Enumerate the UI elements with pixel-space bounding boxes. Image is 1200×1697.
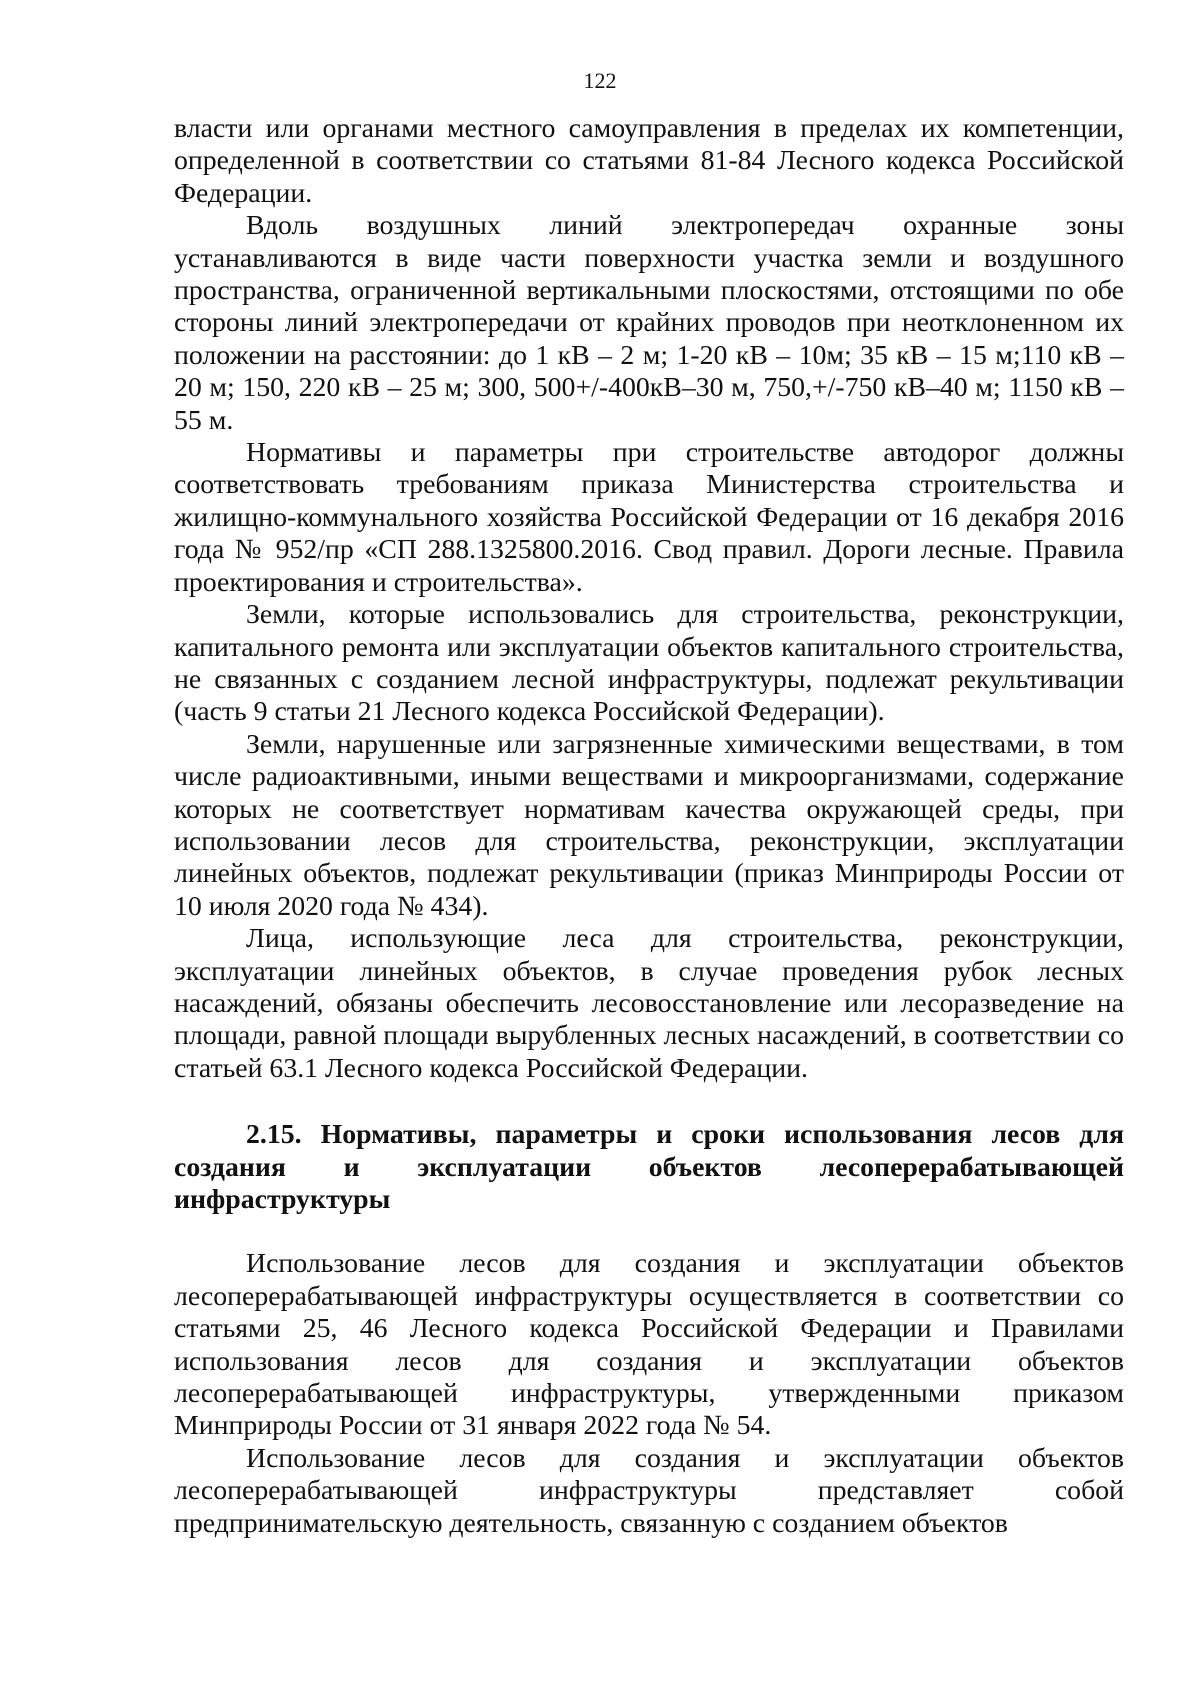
paragraph-contaminated-land: Земли, нарушенные или загрязненные химическими веществами, в том числе радиоактивными, иными веществами и микроорганизмами, содержание которых не соответствует нормативам качества окружающей среды, при использовании лесов для строительства, реконструкции, эксплуатации линейных объектов, подлежат рекультивации (приказ Минприроды России от 10 июля 2020 года № 434).: [174, 728, 1124, 922]
paragraph-entrepreneurial-activity: Использование лесов для создания и эксплуатации объектов лесоперерабатывающей инфраструктуры представляет собой предпринимательскую деятельность, связанную с созданием объектов: [174, 1442, 1124, 1539]
document-body: [174, 113, 1124, 1540]
paragraph-processing-infrastructure: Использование лесов для создания и эксплуатации объектов лесоперерабатывающей инфраструктуры осуществляется в соответствии со статьями 25, 46 Лесного кодекса Российской Федерации и Правилами использования лесов для создания и эксплуатации объектов лесоперерабатывающей инфраструктуры, утвержденными приказом Минприроды России от 31 января 2022 года № 54.: [174, 1248, 1124, 1442]
paragraph-power-line-zones: Вдоль воздушных линий электропередач охранные зоны устанавливаются в виде части поверхности участка земли и воздушного пространства, ограниченной вертикальными плоскостями, отстоящими по обе стороны линий электропередачи от крайних проводов при неотклоненном их положении на расстоянии: до 1 кВ – 2 м; 1-20 кВ – 10м; 35 кВ – 15 м;110 кВ – 20 м; 150, 220 кВ – 25 м; 300, 500+/-400кВ–30 м, 750,+/-750 кВ–40 м; 1150 кВ – 55 м.: [174, 210, 1124, 436]
paragraph-reforestation: Лица, использующие леса для строительства, реконструкции, эксплуатации линейных объектов, в случае проведения рубок лесных насаждений, обязаны обеспечить лесовосстановление или лесоразведение на площади, равной площади вырубленных лесных насаждений, в соответствии со статьей 63.1 Лесного кодекса Российской Федерации.: [174, 923, 1124, 1084]
paragraph-road-standards: Нормативы и параметры при строительстве автодорог должны соответствовать требованиям приказа Министерства строительства и жилищно-коммунального хозяйства Российской Федерации от 16 декабря 2016 года № 952/пр «СП 288.1325800.2016. Свод правил. Дороги лесные. Правила проектирования и строительства».: [174, 437, 1124, 598]
paragraph-continuation: власти или органами местного самоуправления в пределах их компетенции, определенной в соответствии со статьями 81-84 Лесного кодекса Российской Федерации.: [174, 113, 1124, 209]
paragraph-land-reclamation: Земли, которые использовались для строительства, реконструкции, капитального ремонта или эксплуатации объектов капитального строительства, не связанных с созданием лесной инфраструктуры, подлежат рекультивации (часть 9 статьи 21 Лесного кодекса Российской Федерации).: [174, 599, 1124, 728]
section-heading: 2.15. Нормативы, параметры и сроки использования лесов для создания и эксплуатации объектов лесоперерабатывающей инфраструктуры: [174, 1119, 1124, 1215]
page-number: 122: [583, 68, 617, 93]
